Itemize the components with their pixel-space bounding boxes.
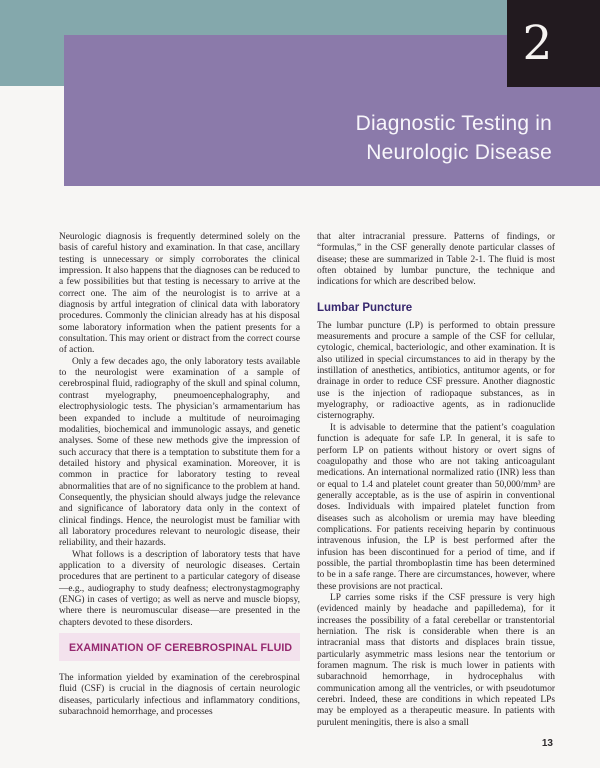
- chapter-title-line1: Diagnostic Testing in: [355, 112, 552, 135]
- left-column: [59, 232, 300, 729]
- chapter-number: 2: [522, 16, 553, 71]
- body-paragraph: Neurologic diagnosis is frequently determined solely on the basis of careful history and examination. In that case, ancillary testing is unnecessary or simply corroborates the clinical impression. It also happens that the diagnoses can be reduced to a few possibilities but that testing is necessary to arrive at the correct one. The aim of the neurologist is to arrive at a diagnosis by artful integration of clinical data with laboratory procedures. Commonly the clinician already has at his disposal some laboratory information when the patient presents for a consultation. This may orient or distract from the correct course of action.: [59, 232, 300, 356]
- chapter-title-line2: Neurologic Disease: [366, 141, 552, 164]
- right-column: [317, 232, 555, 729]
- page-body: [59, 232, 555, 729]
- body-paragraph: LP carries some risks if the CSF pressure is very high (evidenced mainly by headache and papilledema), for it increases the possibility of a fatal cerebellar or transtentorial herniation. The risk is considerable when there is an intracranial mass that distorts and displaces brain tissue, particularly asymmetric mass lesions near the tentorium or foramen magnum. The risk is much lower in patients with subarachnoid hemorrhage, in hydrocephalus with communication among all the ventricles, or with pseudotumor cerebri. Indeed, these are conditions in which repeated LPs may be employed as a therapeutic measure. In patients with purulent meningitis, there is also a small: [317, 592, 555, 728]
- body-paragraph: It is advisable to determine that the patient’s coagulation function is adequate for safe LP. In general, it is safe to perform LP on patients without history or overt signs of coagulopathy and those who are not taking anticoagulant medications. An international normalized ratio (INR) less than or equal to 1.4 and platelet count greater than 50,000/mm³ are generally acceptable, as is the use of aspirin in conventional doses. Individuals with impaired platelet function from diseases such as alcoholism or uremia may have bleeding complications. For patients receiving heparin by continuous intravenous infusion, the LP is best performed after the infusion has been discontinued for a period of time, and if possible, the partial thromboplastin time has been determined to be in a safe range. There are circumstances, however, where these provisions are not practical.: [317, 422, 555, 592]
- body-paragraph: that alter intracranial pressure. Patterns of findings, or “formulas,” in the CSF generally denote particular classes of disease; these are summarized in Table 2-1. The fluid is most often obtained by lumbar puncture, the technique and indications for which are described below.: [317, 232, 555, 288]
- subsection-heading: Lumbar Puncture: [317, 301, 413, 314]
- body-paragraph: Only a few decades ago, the only laboratory tests available to the neurologist were examination of a sample of cerebrospinal fluid, radiography of the skull and spinal column, contrast myelography, pneumoencephalography, and electrophysiologic tests. The physician’s armamentarium has been expanded to include a multitude of neuroimaging modalities, biochemical and immunologic assays, and genetic analyses. Some of these new methods give the impression of such accuracy that there is a temptation to substitute them for a detailed history and physical examination. Moreover, it is common in practice for laboratory testing to reveal abnormalities that are of no significance to the problem at hand. Consequently, the physician should always judge the relevance and significance of laboratory data only in the context of clinical findings. Hence, the neurologist must be familiar with all laboratory procedures relevant to neurologic disease, their reliability, and their hazards.: [59, 356, 300, 549]
- section-heading: EXAMINATION OF CEREBROSPINAL FLUID: [69, 642, 293, 655]
- body-paragraph: The information yielded by examination of the cerebrospinal fluid (CSF) is crucial in the diagnosis of certain neurologic diseases, particularly infectious and inflammatory conditions, subarachnoid hemorrhage, and processes: [59, 673, 300, 718]
- chapter-title: [356, 109, 552, 167]
- page-number: 13: [541, 738, 553, 749]
- body-paragraph: The lumbar puncture (LP) is performed to obtain pressure measurements and procure a sample of the CSF for cellular, cytologic, chemical, bacteriologic, and other examination. It is also utilized in special circumstances to aid in therapy by the instillation of anesthetics, antibiotics, antitumor agents, or for drainage in order to reduce CSF pressure. Another diagnostic use is the injection of radiopaque substances, as in myelography, or radioactive agents, as in radionuclide cisternography.: [317, 320, 555, 422]
- chapter-number-box: [507, 0, 600, 87]
- section-heading-bar: [59, 633, 300, 661]
- body-paragraph: What follows is a description of laboratory tests that have application to a diversity of neurologic diseases. Certain procedures that are pertinent to a particular category of disease—e.g., audiography to study deafness; electronystagmography (ENG) in cases of vertigo; as well as nerve and muscle biopsy, where there is neuromuscular disease—are presented in the chapters devoted to these disorders.: [59, 549, 300, 628]
